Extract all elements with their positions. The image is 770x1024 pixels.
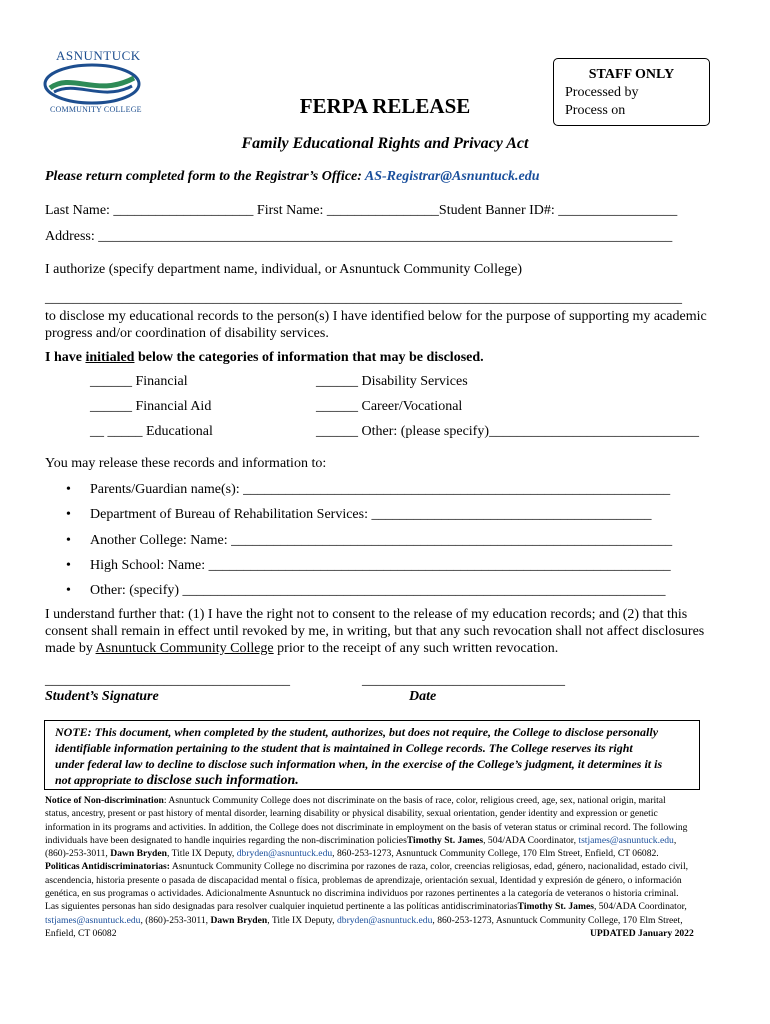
recipient-rehab-services[interactable]: • Department of Bureau of Rehabilitation Services: ________________________________________	[90, 507, 651, 523]
date-label: Date	[409, 689, 437, 704]
initialed-pre: I have	[45, 350, 86, 365]
footer-l2: status, ancestry, present or past history of mental disorder, learning disability or physical disability, sexual orientation, gender identity and expression or genetic	[45, 808, 658, 820]
footer-l10b: , (860)-253-3011,	[140, 914, 211, 926]
authorize-blank-line[interactable]: ___________________________________________________________________________________________	[45, 291, 682, 306]
understand-line2: consent shall remain in effect until revoked by me, in writing, but that any such revocation shall not affect disclosures	[45, 624, 705, 639]
note-line4-b: disclose such information.	[146, 773, 299, 788]
logo-bottom-text: COMMUNITY COLLEGE	[50, 105, 142, 114]
footer-l5e: , 860-253-1273, Asnuntuck Community College, 170 Elm Street, Enfield, CT 06082.	[332, 848, 659, 860]
return-instructions	[45, 169, 540, 185]
note-line4-a: not appropriate to	[55, 773, 147, 787]
footer-l9b: Timothy St. James	[517, 901, 594, 913]
footer-l11: Enfield, CT 06082	[45, 927, 117, 939]
nondiscrimination-heading: Notice of Non-discrimination	[45, 795, 164, 806]
footer-l3: information in its programs and activities. In addition, the College does not discriminate in employment on the basis of veteran status or criminal record. The following	[45, 821, 688, 833]
return-text: Please return completed form to the Registrar’s Office:	[45, 169, 365, 184]
understand-line3-post: prior to the receipt of any such written revocation.	[273, 641, 559, 656]
footer-l6b: Asnuntuck Community College no discrimina por razones de raza, color, creencias religiosas, edad, género, nacionalidad, estado civil,	[169, 861, 689, 873]
recipient-parents[interactable]: • Parents/Guardian name(s): _____________________________________________________________	[90, 482, 670, 498]
registrar-email-link[interactable]: AS-Registrar@Asnuntuck.edu	[364, 169, 540, 184]
name-fields-line[interactable]: Last Name: ____________________ First Name: ________________Student Banner ID#: _________________	[45, 203, 678, 218]
tstjames-email-link-es[interactable]: tstjames@asnuntuck.edu	[45, 914, 141, 926]
footer-l1b: : Asnuntuck Community College does not discriminate on the basis of race, color, religious creed, age, sex, national origin, marital	[163, 795, 666, 806]
footer-l10c: Dawn Bryden	[210, 914, 268, 926]
category-other[interactable]: ______ Other: (please specify)______________________________	[316, 424, 699, 439]
footer-l10d: , Title IX Deputy,	[267, 914, 337, 926]
disclose-text-line2: progress and/or coordination of disability services.	[45, 326, 329, 341]
recipient-high-school[interactable]: • High School: Name: __________________________________________________________________	[90, 558, 671, 574]
initialed-word: initialed	[85, 350, 135, 365]
page-title: FERPA RELEASE	[299, 94, 471, 118]
tstjames-email-link[interactable]: tstjames@asnuntuck.edu	[578, 834, 674, 846]
process-on-label: Process on	[565, 103, 626, 118]
footer-l7: ascendencia, historia presente o pasada de discapacidad mental o física, problemas de aprendizaje, orientación sexual, Identidad y expresión de género, o información	[45, 874, 682, 886]
note-line2: identifiable information pertaining to the student that is maintained in College records. The College reserves its right	[55, 741, 633, 755]
updated-date: UPDATED January 2022	[590, 927, 694, 939]
signature-line[interactable]: ___________________________________	[45, 673, 290, 688]
footer-l5c: , Title IX Deputy,	[166, 848, 237, 860]
date-line[interactable]: _____________________________	[362, 673, 565, 688]
recipient-another-college[interactable]: • Another College: Name: _______________________________________________________________	[90, 533, 672, 549]
nondiscrimination-notice	[45, 794, 705, 940]
logo-top-text: ASNUNTUCK	[56, 48, 141, 63]
understand-line3-pre: made by	[45, 641, 96, 656]
footer-l5b: Dawn Bryden	[110, 848, 167, 860]
footer-l4e: ,	[673, 834, 677, 846]
dbryden-email-link-es[interactable]: dbryden@asnuntuck.edu	[336, 914, 433, 926]
initialed-instructions	[45, 350, 484, 366]
authorize-text: I authorize (specify department name, individual, or Asnuntuck Community College)	[45, 262, 523, 277]
footer-l10f: , 860-253-1273, Asnuntuck Community College, 170 Elm Street,	[432, 914, 683, 926]
signature-label: Student’s Signature	[45, 689, 159, 704]
category-educational[interactable]: __ _____ Educational	[90, 424, 213, 439]
address-field-line[interactable]: Address: __________________________________________________________________________________	[45, 229, 673, 244]
release-intro: You may release these records and information to:	[45, 456, 327, 471]
politicas-heading: Politicas Antidiscriminatorias:	[45, 861, 170, 873]
understand-line3	[45, 641, 558, 657]
dbryden-email-link[interactable]: dbryden@asnuntuck.edu	[236, 848, 333, 860]
processed-by-label: Processed by	[565, 85, 639, 100]
category-career-vocational[interactable]: ______ Career/Vocational	[316, 399, 463, 414]
note-line4	[55, 772, 689, 789]
recipient-other[interactable]: • Other: (specify) _____________________________________________________________________	[90, 583, 666, 599]
initialed-post: below the categories of information that may be disclosed.	[134, 350, 484, 365]
footer-l9c: , 504/ADA Coordinator,	[593, 901, 687, 913]
footer-l5a: (860)-253-3011,	[45, 848, 111, 860]
category-financial[interactable]: ______ Financial	[90, 374, 188, 389]
footer-l4a: individuals have been designated to handle inquiries regarding the non-discrimination policies	[45, 834, 407, 846]
footer-l8: genética, en sus programas o actividades. Adicionalmente Asnuntuck no discrimina individuos por razones pertinentes a la categoría de veteranos o historia criminal.	[45, 888, 679, 900]
category-disability-services[interactable]: ______ Disability Services	[316, 374, 468, 389]
note-line3: under federal law to decline to disclose such information when, in the exercise of the College’s judgment, it determines it is	[55, 757, 663, 771]
note-box	[44, 720, 700, 790]
footer-l4b: Timothy St. James	[406, 834, 484, 846]
category-financial-aid[interactable]: ______ Financial Aid	[90, 399, 212, 414]
college-name-underlined: Asnuntuck Community College	[95, 641, 274, 656]
understand-line1: I understand further that: (1) I have the right not to consent to the release of my education records; and (2) that this	[45, 607, 688, 622]
footer-l9a: Las siguientes personas han sido designadas para resolver cualquier inquietud pertinente a las políticas antidiscriminatorias	[45, 901, 518, 913]
note-line1: NOTE: This document, when completed by the student, authorizes, but does not require, the College to disclose personally	[55, 725, 659, 739]
staff-only-title: STAFF ONLY	[588, 67, 675, 82]
page-subtitle: Family Educational Rights and Privacy Act	[241, 135, 529, 152]
footer-l4c: , 504/ADA Coordinator,	[483, 834, 579, 846]
disclose-text-line1: to disclose my educational records to the person(s) I have identified below for the purpose of supporting my academic	[45, 309, 707, 324]
